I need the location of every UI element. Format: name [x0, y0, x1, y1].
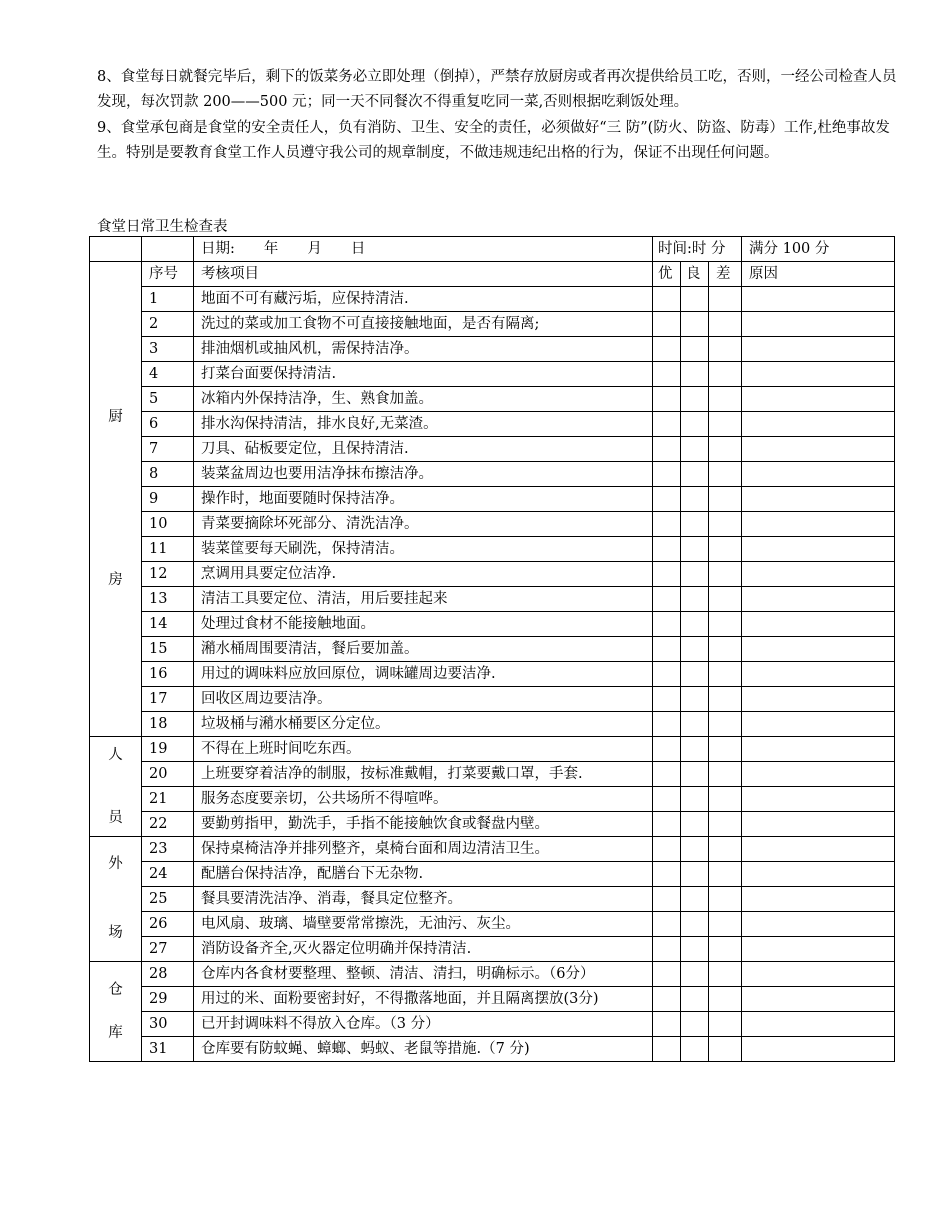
row-reason-cell[interactable]	[742, 612, 895, 637]
row-good-cell[interactable]	[653, 937, 681, 962]
row-number: 8	[142, 462, 194, 487]
row-number: 25	[142, 887, 194, 912]
row-reason-cell[interactable]	[742, 687, 895, 712]
row-item-text: 刀具、砧板要定位，且保持清洁.	[194, 437, 653, 462]
row-item-text: 青菜要摘除坏死部分、清洗洁净。	[194, 512, 653, 537]
row-fair-cell[interactable]	[681, 937, 709, 962]
row-item-text: 已开封调味料不得放入仓库。（3 分）	[194, 1012, 653, 1037]
row-reason-cell[interactable]	[742, 337, 895, 362]
row-number: 2	[142, 312, 194, 337]
row-item-text: 不得在上班时间吃东西。	[194, 737, 653, 762]
row-fair-cell[interactable]	[681, 662, 709, 687]
row-number: 15	[142, 637, 194, 662]
table-row	[90, 762, 895, 787]
row-item-text: 装菜筐要每天刷洗，保持清洁。	[194, 537, 653, 562]
row-item-text: 电风扇、玻璃、墙壁要常常擦洗，无油污、灰尘。	[194, 912, 653, 937]
table-row	[90, 387, 895, 412]
row-fair-cell[interactable]	[681, 887, 709, 912]
table-row	[90, 987, 895, 1012]
row-number: 22	[142, 812, 194, 837]
row-reason-cell[interactable]	[742, 1012, 895, 1037]
row-fair-cell[interactable]	[681, 837, 709, 862]
category-warehouse: 仓 库	[90, 962, 142, 1062]
row-poor-cell[interactable]	[709, 512, 742, 537]
table-row	[90, 637, 895, 662]
row-number: 31	[142, 1037, 194, 1062]
row-fair-cell[interactable]	[681, 512, 709, 537]
good-header: 优	[653, 262, 681, 287]
row-poor-cell[interactable]	[709, 787, 742, 812]
row-number: 29	[142, 987, 194, 1012]
row-number: 28	[142, 962, 194, 987]
row-item-text: 仓库要有防蚊蝇、蟑螂、蚂蚁、老鼠等措施.（7 分)	[194, 1037, 653, 1062]
row-reason-cell[interactable]	[742, 312, 895, 337]
row-good-cell[interactable]	[653, 437, 681, 462]
row-fair-cell[interactable]	[681, 537, 709, 562]
table-title: 食堂日常卫生检查表	[97, 219, 228, 235]
row-number: 6	[142, 412, 194, 437]
table-row	[90, 1037, 895, 1062]
row-poor-cell[interactable]	[709, 587, 742, 612]
row-reason-cell[interactable]	[742, 387, 895, 412]
row-item-text: 地面不可有藏污垢，应保持清洁.	[194, 287, 653, 312]
row-fair-cell[interactable]	[681, 862, 709, 887]
row-item-text: 仓库内各食材要整理、整顿、清洁、清扫，明确标示。（6分）	[194, 962, 653, 987]
row-good-cell[interactable]	[653, 962, 681, 987]
row-reason-cell[interactable]	[742, 912, 895, 937]
row-item-text: 排油烟机或抽风机，需保持洁净。	[194, 337, 653, 362]
table-row	[90, 337, 895, 362]
time-field: 时间:时 分	[653, 237, 742, 262]
row-reason-cell[interactable]	[742, 487, 895, 512]
row-fair-cell[interactable]	[681, 962, 709, 987]
row-reason-cell[interactable]	[742, 712, 895, 737]
row-good-cell[interactable]	[653, 862, 681, 887]
row-reason-cell[interactable]	[742, 737, 895, 762]
row-number: 10	[142, 512, 194, 537]
row-good-cell[interactable]	[653, 887, 681, 912]
row-item-text: 排水沟保持清洁，排水良好,无菜渣。	[194, 412, 653, 437]
row-fair-cell[interactable]	[681, 487, 709, 512]
row-reason-cell[interactable]	[742, 1037, 895, 1062]
row-poor-cell[interactable]	[709, 537, 742, 562]
row-reason-cell[interactable]	[742, 562, 895, 587]
row-poor-cell[interactable]	[709, 487, 742, 512]
row-item-text: 垃圾桶与潲水桶要区分定位。	[194, 712, 653, 737]
row-item-text: 保持桌椅洁净并排列整齐，桌椅台面和周边清洁卫生。	[194, 837, 653, 862]
row-fair-cell[interactable]	[681, 987, 709, 1012]
row-good-cell[interactable]	[653, 562, 681, 587]
row-good-cell[interactable]	[653, 312, 681, 337]
row-reason-cell[interactable]	[742, 887, 895, 912]
table-row	[90, 962, 895, 987]
row-good-cell[interactable]	[653, 412, 681, 437]
row-poor-cell[interactable]	[709, 387, 742, 412]
table-row	[90, 587, 895, 612]
row-reason-cell[interactable]	[742, 587, 895, 612]
row-good-cell[interactable]	[653, 362, 681, 387]
row-fair-cell[interactable]	[681, 812, 709, 837]
row-good-cell[interactable]	[653, 662, 681, 687]
row-number: 30	[142, 1012, 194, 1037]
hygiene-checklist-table	[89, 236, 895, 1062]
header-blank-cell	[90, 237, 142, 262]
row-item-text: 服务态度要亲切，公共场所不得喧哗。	[194, 787, 653, 812]
rule-paragraph-9: 9、食堂承包商是食堂的安全责任人，负有消防、卫生、安全的责任，必须做好“三 防”(防火、防盗、防毒）工作,杜绝事故发生。特别是要教育食堂工作人员遵守我公司的规章制度，不做违规违纪出格的行为，保证不出现任何问题。	[97, 120, 890, 161]
row-poor-cell[interactable]	[709, 887, 742, 912]
row-number: 7	[142, 437, 194, 462]
row-fair-cell[interactable]	[681, 637, 709, 662]
row-reason-cell[interactable]	[742, 462, 895, 487]
row-good-cell[interactable]	[653, 337, 681, 362]
row-item-text: 清洁工具要定位、清洁，用后要挂起来	[194, 587, 653, 612]
row-fair-cell[interactable]	[681, 337, 709, 362]
row-item-text: 上班要穿着洁净的制服，按标准戴帽，打菜要戴口罩，手套.	[194, 762, 653, 787]
table-row	[90, 687, 895, 712]
row-item-text: 回收区周边要洁净。	[194, 687, 653, 712]
row-poor-cell[interactable]	[709, 362, 742, 387]
row-number: 18	[142, 712, 194, 737]
row-fair-cell[interactable]	[681, 362, 709, 387]
table-row	[90, 812, 895, 837]
header-blank-cell	[142, 237, 194, 262]
date-field: 日期: 年 月 日	[194, 237, 653, 262]
row-poor-cell[interactable]	[709, 437, 742, 462]
row-number: 16	[142, 662, 194, 687]
row-number: 23	[142, 837, 194, 862]
row-poor-cell[interactable]	[709, 737, 742, 762]
row-number: 14	[142, 612, 194, 637]
row-number: 19	[142, 737, 194, 762]
row-good-cell[interactable]	[653, 1012, 681, 1037]
row-poor-cell[interactable]	[709, 812, 742, 837]
row-reason-cell[interactable]	[742, 637, 895, 662]
header-row-date	[90, 237, 895, 262]
row-reason-cell[interactable]	[742, 937, 895, 962]
row-poor-cell[interactable]	[709, 937, 742, 962]
row-item-text: 配膳台保持洁净，配膳台下无杂物.	[194, 862, 653, 887]
row-reason-cell[interactable]	[742, 537, 895, 562]
table-row	[90, 912, 895, 937]
row-item-text: 装菜盆周边也要用洁净抹布擦洁净。	[194, 462, 653, 487]
full-score-label: 满分 100 分	[742, 237, 895, 262]
table-row	[90, 487, 895, 512]
row-fair-cell[interactable]	[681, 387, 709, 412]
row-good-cell[interactable]	[653, 712, 681, 737]
row-fair-cell[interactable]	[681, 712, 709, 737]
row-fair-cell[interactable]	[681, 612, 709, 637]
row-number: 13	[142, 587, 194, 612]
row-fair-cell[interactable]	[681, 737, 709, 762]
row-poor-cell[interactable]	[709, 287, 742, 312]
row-reason-cell[interactable]	[742, 762, 895, 787]
row-number: 5	[142, 387, 194, 412]
row-fair-cell[interactable]	[681, 1037, 709, 1062]
row-fair-cell[interactable]	[681, 412, 709, 437]
row-good-cell[interactable]	[653, 612, 681, 637]
row-number: 17	[142, 687, 194, 712]
row-item-text: 用过的米、面粉要密封好，不得撒落地面，并且隔离摆放(3分)	[194, 987, 653, 1012]
row-fair-cell[interactable]	[681, 787, 709, 812]
table-row	[90, 512, 895, 537]
row-number: 4	[142, 362, 194, 387]
seq-header: 序号	[142, 262, 194, 287]
row-fair-cell[interactable]	[681, 912, 709, 937]
row-good-cell[interactable]	[653, 987, 681, 1012]
table-row	[90, 412, 895, 437]
category-kitchen: 厨 房	[90, 262, 142, 737]
row-good-cell[interactable]	[653, 812, 681, 837]
row-reason-cell[interactable]	[742, 862, 895, 887]
table-row	[90, 837, 895, 862]
fair-header: 良	[681, 262, 709, 287]
row-fair-cell[interactable]	[681, 687, 709, 712]
row-number: 24	[142, 862, 194, 887]
row-reason-cell[interactable]	[742, 787, 895, 812]
table-row	[90, 887, 895, 912]
row-good-cell[interactable]	[653, 837, 681, 862]
table-row	[90, 462, 895, 487]
row-reason-cell[interactable]	[742, 287, 895, 312]
row-number: 11	[142, 537, 194, 562]
row-reason-cell[interactable]	[742, 662, 895, 687]
row-poor-cell[interactable]	[709, 312, 742, 337]
row-number: 20	[142, 762, 194, 787]
row-poor-cell[interactable]	[709, 762, 742, 787]
row-number: 21	[142, 787, 194, 812]
row-item-text: 打菜台面要保持清洁.	[194, 362, 653, 387]
table-row	[90, 662, 895, 687]
header-row-columns	[90, 262, 895, 287]
row-reason-cell[interactable]	[742, 362, 895, 387]
table-row	[90, 362, 895, 387]
rule-paragraph-8: 8、食堂每日就餐完毕后，剩下的饭菜务必立即处理（倒掉），严禁存放厨房或者再次提供给员工吃，否则，一经公司检查人员发现，每次罚款 200——500 元；同一天不同餐次不得重复吃同一菜,否则根据吃剩饭处理。	[97, 69, 897, 110]
table-row	[90, 1012, 895, 1037]
row-number: 12	[142, 562, 194, 587]
row-good-cell[interactable]	[653, 687, 681, 712]
row-good-cell[interactable]	[653, 462, 681, 487]
table-row	[90, 312, 895, 337]
table-row	[90, 612, 895, 637]
row-reason-cell[interactable]	[742, 812, 895, 837]
row-good-cell[interactable]	[653, 587, 681, 612]
row-fair-cell[interactable]	[681, 562, 709, 587]
row-fair-cell[interactable]	[681, 462, 709, 487]
row-good-cell[interactable]	[653, 637, 681, 662]
poor-header: 差	[709, 262, 742, 287]
row-good-cell[interactable]	[653, 912, 681, 937]
reason-header: 原因	[742, 262, 895, 287]
row-reason-cell[interactable]	[742, 412, 895, 437]
row-good-cell[interactable]	[653, 537, 681, 562]
row-item-text: 处理过食材不能接触地面。	[194, 612, 653, 637]
table-row	[90, 787, 895, 812]
row-reason-cell[interactable]	[742, 962, 895, 987]
row-reason-cell[interactable]	[742, 987, 895, 1012]
row-poor-cell[interactable]	[709, 987, 742, 1012]
row-poor-cell[interactable]	[709, 962, 742, 987]
row-poor-cell[interactable]	[709, 687, 742, 712]
row-number: 26	[142, 912, 194, 937]
row-poor-cell[interactable]	[709, 637, 742, 662]
row-good-cell[interactable]	[653, 737, 681, 762]
row-good-cell[interactable]	[653, 1037, 681, 1062]
row-poor-cell[interactable]	[709, 1037, 742, 1062]
row-number: 27	[142, 937, 194, 962]
row-poor-cell[interactable]	[709, 912, 742, 937]
table-row	[90, 937, 895, 962]
row-poor-cell[interactable]	[709, 712, 742, 737]
row-good-cell[interactable]	[653, 762, 681, 787]
row-fair-cell[interactable]	[681, 587, 709, 612]
row-fair-cell[interactable]	[681, 762, 709, 787]
row-number: 1	[142, 287, 194, 312]
category-outside: 外 场	[90, 837, 142, 962]
row-item-text: 潲水桶周围要清洁，餐后要加盖。	[194, 637, 653, 662]
row-good-cell[interactable]	[653, 512, 681, 537]
row-item-text: 烹调用具要定位洁净.	[194, 562, 653, 587]
row-fair-cell[interactable]	[681, 1012, 709, 1037]
table-row	[90, 737, 895, 762]
row-fair-cell[interactable]	[681, 312, 709, 337]
row-poor-cell[interactable]	[709, 462, 742, 487]
row-poor-cell[interactable]	[709, 1012, 742, 1037]
table-row	[90, 862, 895, 887]
row-fair-cell[interactable]	[681, 437, 709, 462]
row-poor-cell[interactable]	[709, 337, 742, 362]
row-item-text: 洗过的菜或加工食物不可直接接触地面，是否有隔离;	[194, 312, 653, 337]
row-item-text: 消防设备齐全,灭火器定位明确并保持清洁.	[194, 937, 653, 962]
table-row	[90, 562, 895, 587]
row-poor-cell[interactable]	[709, 662, 742, 687]
row-reason-cell[interactable]	[742, 512, 895, 537]
row-poor-cell[interactable]	[709, 612, 742, 637]
row-good-cell[interactable]	[653, 487, 681, 512]
row-poor-cell[interactable]	[709, 412, 742, 437]
row-item-text: 要勤剪指甲，勤洗手，手指不能接触饮食或餐盘内壁。	[194, 812, 653, 837]
row-poor-cell[interactable]	[709, 837, 742, 862]
row-poor-cell[interactable]	[709, 562, 742, 587]
table-row	[90, 537, 895, 562]
row-good-cell[interactable]	[653, 387, 681, 412]
row-item-text: 操作时，地面要随时保持洁净。	[194, 487, 653, 512]
row-item-text: 冰箱内外保持洁净，生、熟食加盖。	[194, 387, 653, 412]
row-good-cell[interactable]	[653, 287, 681, 312]
table-row	[90, 287, 895, 312]
table-row	[90, 712, 895, 737]
row-number: 9	[142, 487, 194, 512]
table-row	[90, 437, 895, 462]
row-number: 3	[142, 337, 194, 362]
row-item-text: 用过的调味料应放回原位，调味罐周边要洁净.	[194, 662, 653, 687]
category-staff: 人 员	[90, 737, 142, 837]
row-good-cell[interactable]	[653, 787, 681, 812]
row-fair-cell[interactable]	[681, 287, 709, 312]
row-poor-cell[interactable]	[709, 862, 742, 887]
item-header: 考核项目	[194, 262, 653, 287]
row-item-text: 餐具要清洗洁净、消毒，餐具定位整齐。	[194, 887, 653, 912]
row-reason-cell[interactable]	[742, 837, 895, 862]
row-reason-cell[interactable]	[742, 437, 895, 462]
